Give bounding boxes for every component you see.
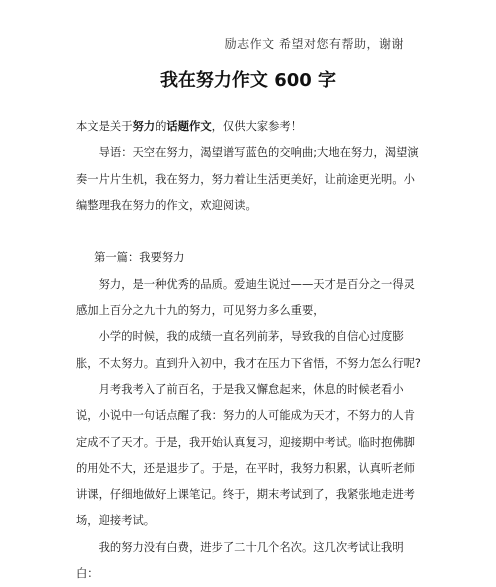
paragraph: 小学的时候，我的成绩一直名列前茅，导致我的自信心过度膨胀，不太努力。直到升入初中，我才在压力下省悟，不努力怎么行呢? xyxy=(76,330,421,370)
intro-suffix: ，仅供大家参考！ xyxy=(211,120,303,133)
section-title: 第一篇：我要努力 xyxy=(94,251,185,265)
intro-category: 话题作文 xyxy=(166,120,212,133)
page-title: 我在努力作文 600 字 xyxy=(159,70,337,91)
paragraph: 我的努力没有白费，进步了二十几个名次。这几次考试让我明白： xyxy=(76,540,404,581)
intro-middle: 的 xyxy=(155,120,167,133)
paragraph: 月考我考入了前百名，于是我又懈怠起来，休息的时候老看小说，小说中一句话点醒了我：努力的人可能成为天才，不努力的人肯定成不了天才。于是，我开始认真复习，迎接期中考试。临时抱佛脚的用处不大，还是退步了。于是，在平时，我努力积累，认真听老师讲课，仔细地做好上课笔记。终于，期末考试到了，我紧张地走进考场，迎接考试。 xyxy=(76,382,415,528)
intro-prefix: 本文是关于 xyxy=(76,120,133,133)
guide-paragraph: 导语：天空在努力，渴望谱写蓝色的交响曲;大地在努力，渴望演奏一片片生机，我在努力，努力着让生活更美好，让前途更光明。小编整理我在努力的作文，欢迎阅读。 xyxy=(76,146,419,212)
article-body xyxy=(76,114,426,587)
paragraph: 努力，是一种优秀的品质。爱迪生说过——天才是百分之一得灵感加上百分之九十九的努力，可见努力多么重要， xyxy=(76,277,415,318)
intro-line xyxy=(76,114,426,140)
intro-topic: 努力 xyxy=(132,120,156,133)
spacer xyxy=(76,219,426,245)
header-note: 励志作文 希望对您有帮助，谢谢 xyxy=(224,37,404,51)
